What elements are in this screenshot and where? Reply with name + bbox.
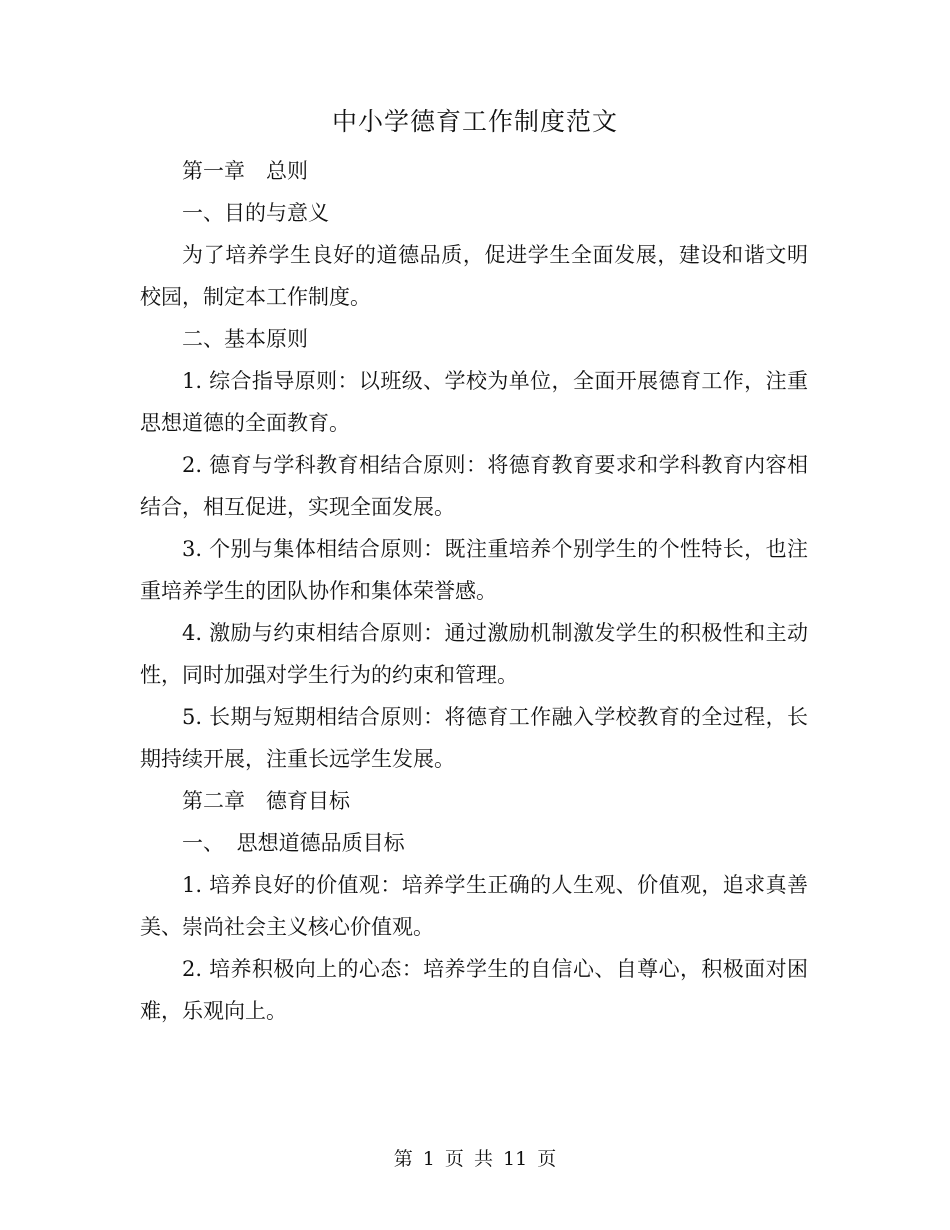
principle-item: 3. 个别与集体相结合原则：既注重培养个别学生的个性特长，也注重培养学生的团队协作和集体荣誉感。 (140, 537, 808, 603)
section-3-name: 思想道德品质目标 (236, 831, 405, 855)
principle-item: 5. 长期与短期相结合原则：将德育工作融入学校教育的全过程，长期持续开展，注重长远学生发展。 (140, 705, 808, 771)
section-3-heading (140, 822, 808, 864)
page-number-footer: 第 1 页 共 11 页 (393, 1148, 557, 1170)
document-title: 中小学德育工作制度范文 (331, 107, 618, 136)
chapter-1-name: 总则 (266, 159, 308, 183)
goal-item: 2. 培养积极向上的心态：培养学生的自信心、自尊心，积极面对困难，乐观向上。 (140, 957, 808, 1023)
section-1-heading: 一、目的与意义 (182, 201, 329, 225)
principle-item: 2. 德育与学科教育相结合原则：将德育教育要求和学科教育内容相结合，相互促进，实现全面发展。 (140, 453, 808, 519)
goal-item: 1. 培养良好的价值观：培养学生正确的人生观、价值观，追求真善美、崇尚社会主义核心价值观。 (140, 873, 808, 939)
principle-item: 4. 激励与约束相结合原则：通过激励机制激发学生的积极性和主动性，同时加强对学生行为的约束和管理。 (140, 621, 808, 687)
chapter-1-heading (140, 150, 808, 192)
chapter-2-prefix: 第二章 (182, 789, 245, 813)
chapter-2-heading (140, 780, 808, 822)
principle-item: 1. 综合指导原则：以班级、学校为单位，全面开展德育工作，注重思想道德的全面教育。 (140, 369, 808, 435)
section-2-heading: 二、基本原则 (182, 327, 308, 351)
section-1-paragraph: 为了培养学生良好的道德品质，促进学生全面发展，建设和谐文明校园，制定本工作制度。 (140, 243, 808, 309)
document-body (140, 150, 808, 1032)
chapter-2-name: 德育目标 (266, 789, 350, 813)
section-3-prefix: 一、 (182, 831, 224, 855)
chapter-1-prefix: 第一章 (182, 159, 245, 183)
